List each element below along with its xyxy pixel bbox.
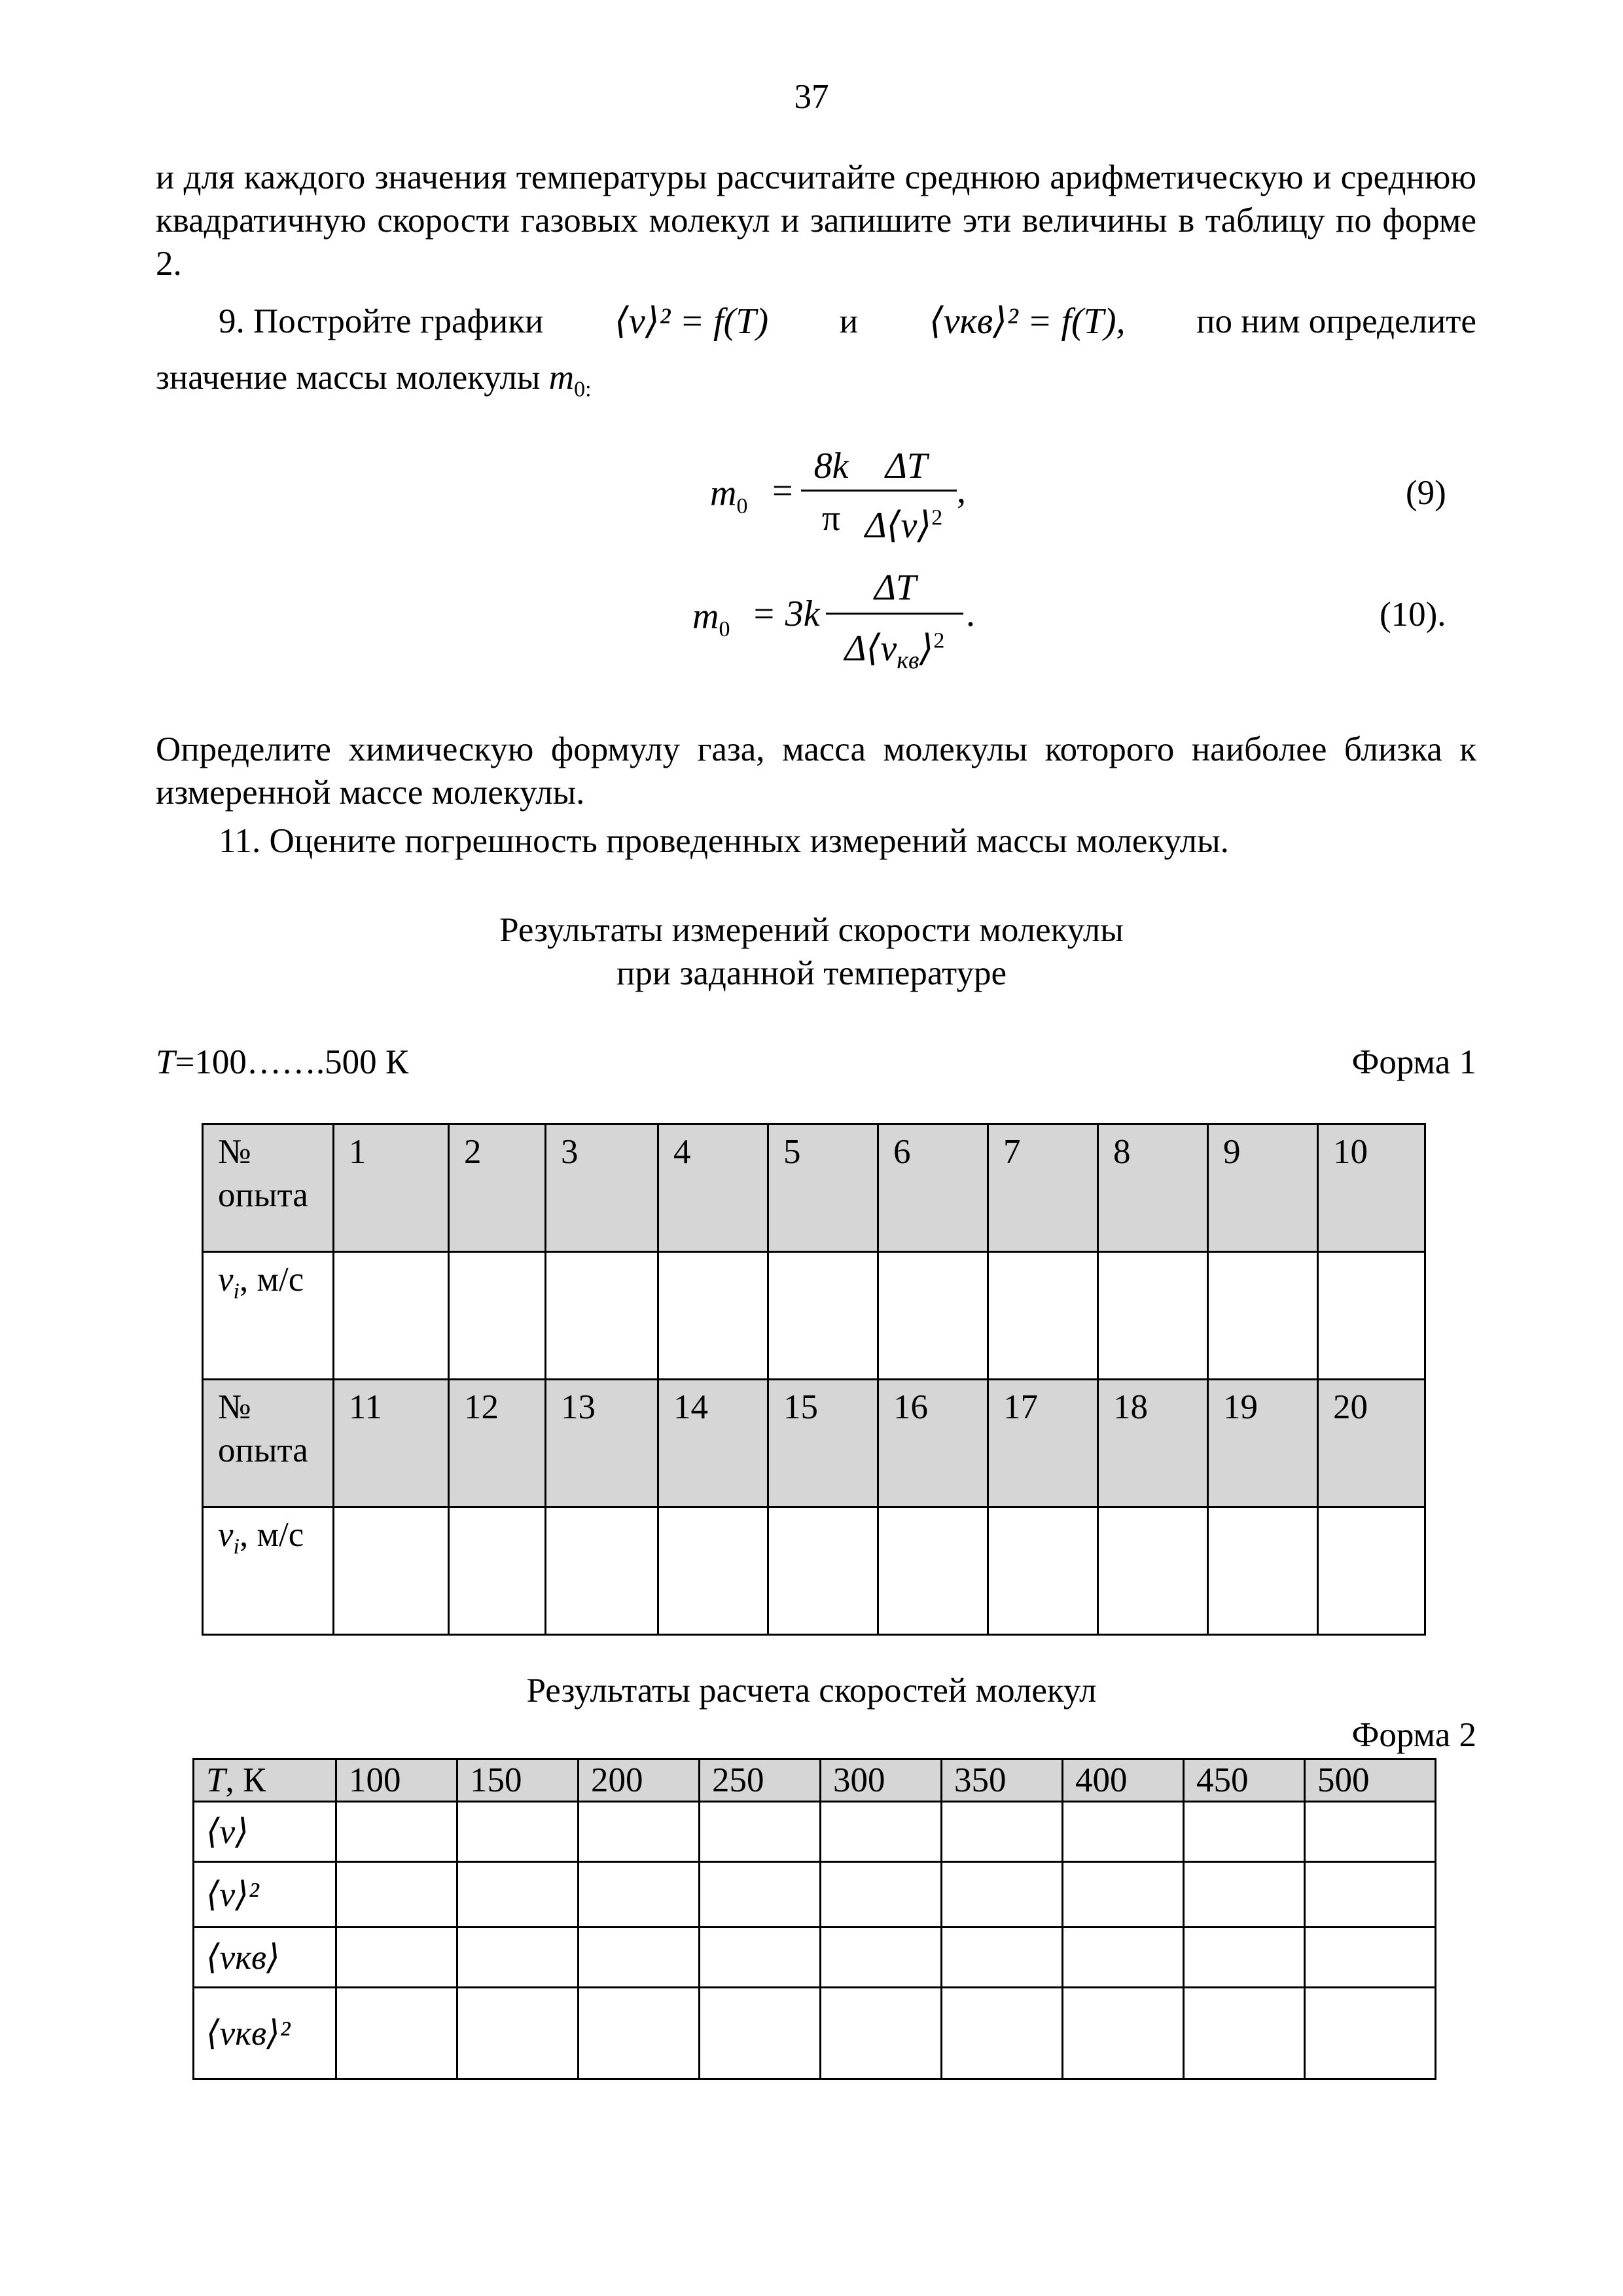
speed-input-cell[interactable] bbox=[878, 1507, 988, 1635]
trial-number-cell: 9 bbox=[1208, 1124, 1318, 1252]
step9-m0-sub: 0: bbox=[574, 377, 592, 402]
value-input-cell[interactable] bbox=[942, 1928, 1063, 1988]
value-input-cell[interactable] bbox=[457, 1862, 579, 1928]
value-input-cell[interactable] bbox=[1305, 1802, 1436, 1862]
formula10-trail: . bbox=[966, 594, 975, 634]
value-input-cell[interactable] bbox=[821, 1862, 942, 1928]
formula10-num: ΔT bbox=[874, 567, 916, 608]
table1-header-row-2 bbox=[203, 1380, 1425, 1507]
table1-caption-line2: при заданной температуре bbox=[616, 954, 1007, 992]
table1-speed-row-2 bbox=[203, 1507, 1425, 1635]
table2-row-mean-speed bbox=[194, 1802, 1436, 1862]
table2-row-mean-speed-squared bbox=[194, 1862, 1436, 1928]
value-input-cell[interactable] bbox=[1305, 1988, 1436, 2079]
table2-row-rms-speed bbox=[194, 1928, 1436, 1988]
value-input-cell[interactable] bbox=[1063, 1802, 1184, 1862]
temperature-value-cell: 350 bbox=[942, 1759, 1063, 1802]
formula9-lhs-sub: 0 bbox=[736, 494, 748, 519]
measurement-table bbox=[202, 1123, 1426, 1636]
row-label-cell: ⟨vкв⟩ bbox=[194, 1928, 336, 1988]
speed-input-cell[interactable] bbox=[658, 1252, 768, 1380]
value-input-cell[interactable] bbox=[1184, 1802, 1305, 1862]
formula10-den-sub: кв bbox=[897, 647, 919, 675]
temperature-header-cell: T, К bbox=[194, 1759, 336, 1802]
value-input-cell[interactable] bbox=[700, 1802, 821, 1862]
speed-input-cell[interactable] bbox=[546, 1507, 658, 1635]
trial-number-cell: 20 bbox=[1318, 1380, 1425, 1507]
trial-number-cell: 6 bbox=[878, 1124, 988, 1252]
trial-label-cell: № опыта bbox=[203, 1124, 334, 1252]
formula9-den-sup: 2 bbox=[931, 505, 943, 530]
speed-input-cell[interactable] bbox=[1098, 1507, 1208, 1635]
value-input-cell[interactable] bbox=[457, 1988, 579, 2079]
step9-lead: 9. Постройте графики bbox=[219, 302, 544, 340]
temperature-value-cell: 250 bbox=[700, 1759, 821, 1802]
step11-paragraph: 11. Оцените погрешность проведенных измерений массы молекулы. bbox=[219, 822, 1229, 860]
value-input-cell[interactable] bbox=[579, 1988, 700, 2079]
speed-input-cell[interactable] bbox=[1318, 1507, 1425, 1635]
speed-label-cell: $v_i$, м/с bbox=[203, 1252, 334, 1380]
trial-number-cell: 13 bbox=[546, 1380, 658, 1507]
trial-number-cell: 4 bbox=[658, 1124, 768, 1252]
formula10-frac-line bbox=[826, 613, 963, 615]
speed-label-cell: $v_i$, м/с bbox=[203, 1507, 334, 1635]
intro-paragraph: и для каждого значения температуры рассчитайте среднюю арифметическую и среднюю квадратичную скорости газовых молекул и запишите эти величины в таблицу по форме 2. bbox=[156, 158, 1476, 283]
value-input-cell[interactable] bbox=[942, 1802, 1063, 1862]
temperature-value-cell: 100 bbox=[336, 1759, 457, 1802]
formula10-den-close: ⟩ bbox=[919, 628, 934, 669]
formula9-den: Δ⟨v⟩ bbox=[865, 505, 932, 546]
value-input-cell[interactable] bbox=[1305, 1862, 1436, 1928]
trial-number-cell: 8 bbox=[1098, 1124, 1208, 1252]
calculation-table bbox=[192, 1758, 1436, 2080]
formula9-num: ΔT bbox=[885, 446, 927, 486]
row-label-cell: ⟨v⟩² bbox=[194, 1862, 336, 1928]
row-label-cell: ⟨v⟩ bbox=[194, 1802, 336, 1862]
value-input-cell[interactable] bbox=[336, 1928, 457, 1988]
speed-input-cell[interactable] bbox=[1318, 1252, 1425, 1380]
formula10-number: (10). bbox=[1380, 596, 1446, 634]
value-input-cell[interactable] bbox=[1063, 1928, 1184, 1988]
form1-label: Форма 1 bbox=[1351, 1043, 1476, 1081]
trial-number-cell: 7 bbox=[988, 1124, 1098, 1252]
formula9-lhs: m bbox=[710, 473, 737, 514]
step9-m0: m bbox=[548, 359, 575, 397]
formula10-eq: = 3k bbox=[751, 594, 820, 634]
formula9-frac-line bbox=[851, 490, 957, 492]
step9-line2-text: значение массы молекулы bbox=[156, 359, 541, 397]
value-input-cell[interactable] bbox=[821, 1928, 942, 1988]
table1-range-T: T bbox=[156, 1043, 175, 1081]
value-input-cell[interactable] bbox=[700, 1862, 821, 1928]
formula9-coef-den: π bbox=[821, 498, 841, 539]
step9-and: и bbox=[839, 302, 859, 340]
temperature-value-cell: 150 bbox=[457, 1759, 579, 1802]
trial-number-cell: 16 bbox=[878, 1380, 988, 1507]
trial-number-cell: 14 bbox=[658, 1380, 768, 1507]
speed-input-cell[interactable] bbox=[546, 1252, 658, 1380]
speed-input-cell[interactable] bbox=[334, 1507, 449, 1635]
formula10-lhs-sub: 0 bbox=[719, 617, 730, 642]
formula9-number: (9) bbox=[1406, 474, 1446, 512]
value-input-cell[interactable] bbox=[579, 1862, 700, 1928]
value-input-cell[interactable] bbox=[457, 1928, 579, 1988]
trial-number-cell: 10 bbox=[1318, 1124, 1425, 1252]
value-input-cell[interactable] bbox=[579, 1802, 700, 1862]
value-input-cell[interactable] bbox=[942, 1862, 1063, 1928]
temperature-value-cell: 450 bbox=[1184, 1759, 1305, 1802]
speed-input-cell[interactable] bbox=[1208, 1252, 1318, 1380]
trial-number-cell: 3 bbox=[546, 1124, 658, 1252]
table1-range bbox=[156, 1041, 408, 1084]
temperature-value-cell: 400 bbox=[1063, 1759, 1184, 1802]
form2-label: Форма 2 bbox=[1351, 1716, 1476, 1754]
speed-input-cell[interactable] bbox=[768, 1252, 878, 1380]
trial-number-cell: 17 bbox=[988, 1380, 1098, 1507]
value-input-cell[interactable] bbox=[457, 1802, 579, 1862]
table1-header-row-1 bbox=[203, 1124, 1425, 1252]
value-input-cell[interactable] bbox=[821, 1802, 942, 1862]
speed-input-cell[interactable] bbox=[658, 1507, 768, 1635]
table1-caption-line1: Результаты измерений скорости молекулы bbox=[499, 911, 1124, 949]
value-input-cell[interactable] bbox=[336, 1988, 457, 2079]
trial-number-cell: 11 bbox=[334, 1380, 449, 1507]
formula10-lhs: m bbox=[692, 596, 719, 637]
table2-header-row bbox=[194, 1759, 1436, 1802]
table2-row-rms-speed-squared bbox=[194, 1988, 1436, 2079]
value-input-cell[interactable] bbox=[700, 1988, 821, 2079]
after-paragraph: Определите химическую формулу газа, масса молекулы которого наиболее близка к измеренной массе молекулы. bbox=[156, 730, 1476, 812]
value-input-cell[interactable] bbox=[336, 1862, 457, 1928]
value-input-cell[interactable] bbox=[700, 1928, 821, 1988]
speed-input-cell[interactable] bbox=[334, 1252, 449, 1380]
speed-input-cell[interactable] bbox=[1208, 1507, 1318, 1635]
trial-number-cell: 5 bbox=[768, 1124, 878, 1252]
table2-caption: Результаты расчета скоростей молекул bbox=[526, 1672, 1097, 1710]
speed-input-cell[interactable] bbox=[988, 1507, 1098, 1635]
value-input-cell[interactable] bbox=[1063, 1862, 1184, 1928]
table1-speed-row-1 bbox=[203, 1252, 1425, 1380]
trial-number-cell: 1 bbox=[334, 1124, 449, 1252]
formula10-den-sup: 2 bbox=[933, 628, 945, 653]
step9-tail: по ним определите bbox=[1196, 302, 1476, 340]
value-input-cell[interactable] bbox=[1184, 1862, 1305, 1928]
page-number: 37 bbox=[794, 78, 829, 116]
trial-number-cell: 18 bbox=[1098, 1380, 1208, 1507]
formula10-den: Δ⟨v bbox=[844, 628, 897, 669]
temperature-value-cell: 300 bbox=[821, 1759, 942, 1802]
trial-number-cell: 15 bbox=[768, 1380, 878, 1507]
value-input-cell[interactable] bbox=[821, 1988, 942, 2079]
speed-input-cell[interactable] bbox=[878, 1252, 988, 1380]
trial-number-cell: 2 bbox=[449, 1124, 546, 1252]
step9-line bbox=[219, 300, 1476, 343]
trial-number-cell: 12 bbox=[449, 1380, 546, 1507]
speed-input-cell[interactable] bbox=[449, 1507, 546, 1635]
trial-label-cell: № опыта bbox=[203, 1380, 334, 1507]
row-label-cell: ⟨vкв⟩² bbox=[194, 1988, 336, 2079]
step9-eq2: ⟨vкв⟩² = f(T), bbox=[929, 301, 1126, 342]
speed-input-cell[interactable] bbox=[988, 1252, 1098, 1380]
temperature-value-cell: 200 bbox=[579, 1759, 700, 1802]
value-input-cell[interactable] bbox=[1063, 1988, 1184, 2079]
temperature-value-cell: 500 bbox=[1305, 1759, 1436, 1802]
step9-eq1: ⟨v⟩² = f(T) bbox=[614, 301, 769, 342]
value-input-cell[interactable] bbox=[1184, 1928, 1305, 1988]
value-input-cell[interactable] bbox=[336, 1802, 457, 1862]
value-input-cell[interactable] bbox=[1184, 1988, 1305, 2079]
value-input-cell[interactable] bbox=[1305, 1928, 1436, 1988]
formula9-trail: , bbox=[957, 471, 966, 511]
value-input-cell[interactable] bbox=[579, 1928, 700, 1988]
trial-number-cell: 19 bbox=[1208, 1380, 1318, 1507]
table1-range-rest: =100…….500 К bbox=[175, 1043, 409, 1081]
speed-input-cell[interactable] bbox=[1098, 1252, 1208, 1380]
formula9-coef-num: 8k bbox=[813, 446, 849, 486]
speed-input-cell[interactable] bbox=[449, 1252, 546, 1380]
step9-line2 bbox=[156, 356, 592, 402]
value-input-cell[interactable] bbox=[942, 1988, 1063, 2079]
speed-input-cell[interactable] bbox=[768, 1507, 878, 1635]
formula9-eq: = bbox=[772, 471, 793, 511]
